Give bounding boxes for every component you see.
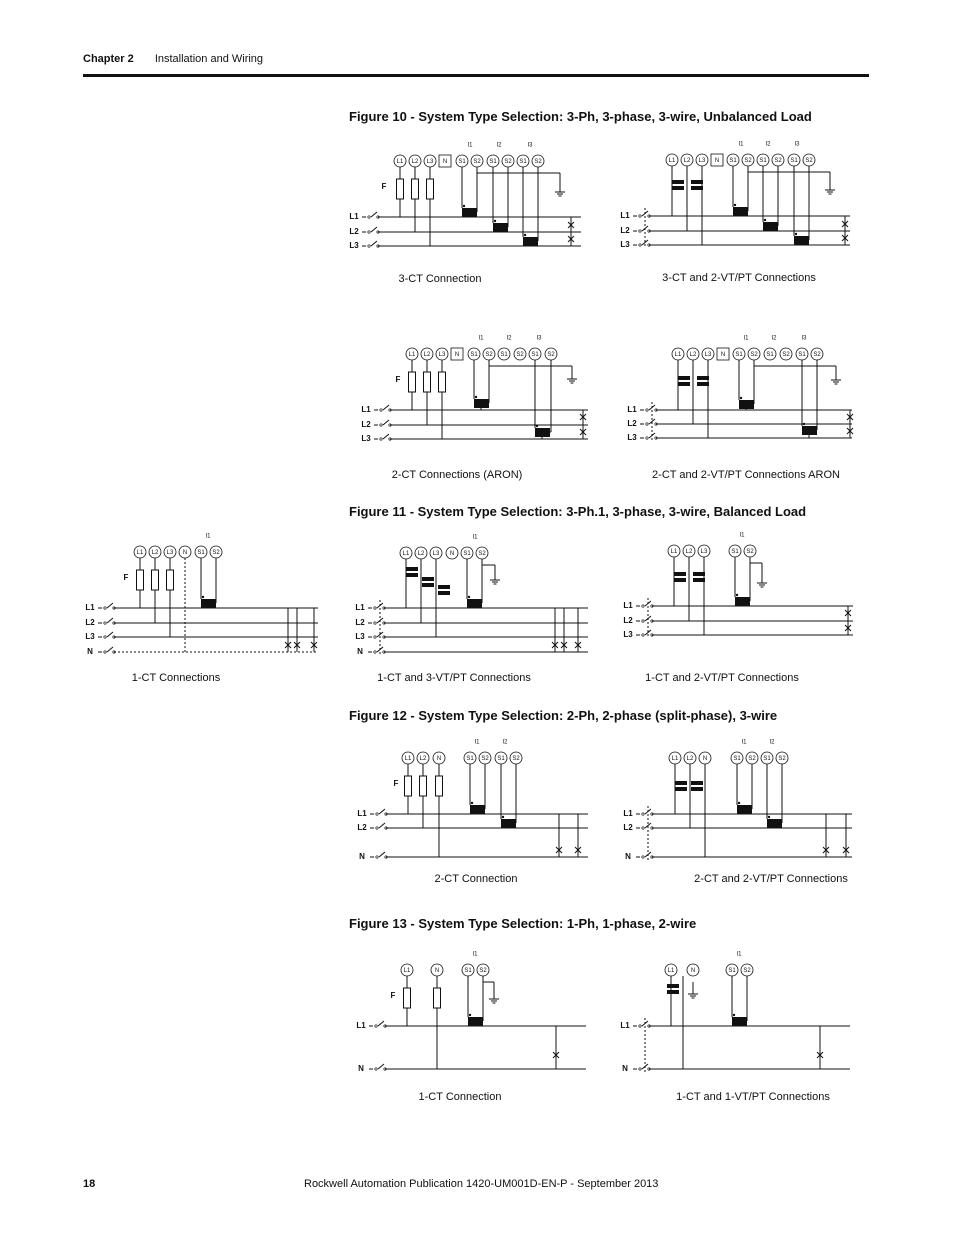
current-channel-label: I2 — [506, 335, 512, 342]
switch-contact — [639, 1068, 641, 1070]
terminal-label: L2 — [683, 158, 691, 165]
current-transformer — [735, 597, 750, 606]
switch-blade — [107, 647, 113, 652]
switch-contact — [374, 636, 376, 638]
terminal-label: L1 — [668, 158, 676, 165]
switch-contact — [380, 424, 382, 426]
switch-contact — [374, 622, 376, 624]
terminal-label: S2 — [512, 756, 520, 763]
bus-label: L2 — [623, 616, 633, 626]
terminal-label: S2 — [516, 352, 524, 359]
switch-contact — [104, 651, 106, 653]
bus-label: L1 — [357, 809, 367, 819]
terminal-label: L2 — [417, 551, 425, 558]
bus-label: L2 — [355, 618, 365, 628]
bus-label: N — [357, 647, 363, 657]
polarity-dot — [468, 596, 470, 598]
fuse-label: F — [390, 991, 396, 1001]
terminal-label: L2 — [685, 549, 693, 556]
voltage-transformer — [422, 577, 434, 581]
terminal-label: L3 — [704, 352, 712, 359]
current-channel-label: I3 — [794, 141, 800, 148]
switch-contact — [374, 607, 376, 609]
switch-contact — [642, 827, 644, 829]
terminal-label: L2 — [689, 352, 697, 359]
terminal-label: N — [702, 756, 708, 763]
terminal-label: L2 — [423, 352, 431, 359]
wiring-diagram-1ct-single-phase — [353, 951, 593, 1077]
fuse — [167, 570, 174, 590]
voltage-transformer — [691, 781, 703, 785]
voltage-transformer — [697, 376, 709, 380]
switch-contact — [642, 634, 644, 636]
switch-contact — [642, 605, 644, 607]
bus-label: N — [87, 647, 93, 657]
switch-contact — [104, 622, 106, 624]
current-channel-label: I1 — [472, 534, 478, 541]
terminal-label: L3 — [432, 551, 440, 558]
bus-label: L2 — [85, 618, 95, 628]
switch-blade — [107, 603, 113, 608]
bus-label: L2 — [627, 419, 637, 429]
polarity-dot — [494, 220, 496, 222]
fuse-label: F — [393, 779, 399, 789]
polarity-dot — [736, 594, 738, 596]
polarity-dot — [803, 423, 805, 425]
current-transformer — [523, 237, 538, 246]
chapter-label: Chapter 2 — [83, 53, 134, 65]
current-transformer — [535, 428, 550, 437]
switch-contact — [646, 409, 648, 411]
terminal-label: S1 — [798, 352, 806, 359]
switch-contact — [380, 438, 382, 440]
switch-contact — [368, 216, 370, 218]
terminal-label: L1 — [402, 551, 410, 558]
fuse-label: F — [123, 573, 129, 583]
bus-label: L1 — [355, 603, 365, 613]
polarity-dot — [524, 234, 526, 236]
current-transformer — [467, 599, 482, 608]
switch-blade — [378, 1064, 384, 1069]
terminal-label: S2 — [478, 551, 486, 558]
fuse — [404, 988, 411, 1008]
bus-label: L3 — [361, 434, 371, 444]
terminal-label: S1 — [759, 158, 767, 165]
terminal-label: S2 — [743, 968, 751, 975]
switch-contact — [639, 215, 641, 217]
current-transformer — [794, 236, 809, 245]
terminal-label: S1 — [458, 159, 466, 166]
switch-contact — [639, 230, 641, 232]
current-transformer — [767, 819, 782, 828]
bus-label: N — [625, 852, 631, 862]
fuse — [436, 776, 443, 796]
terminal-label: S2 — [805, 158, 813, 165]
fuse — [409, 372, 416, 392]
voltage-transformer — [691, 787, 703, 791]
terminal-label: S2 — [778, 756, 786, 763]
current-channel-label: I1 — [478, 335, 484, 342]
fuse — [412, 179, 419, 199]
caption-3ct: 3-CT Connection — [398, 273, 482, 285]
terminal-label: N — [449, 551, 455, 558]
running-header — [83, 53, 263, 65]
terminal-label: S1 — [500, 352, 508, 359]
voltage-transformer — [406, 573, 418, 577]
bus-label: N — [358, 1064, 364, 1074]
current-channel-label: I1 — [739, 532, 745, 539]
terminal-label: S1 — [463, 551, 471, 558]
switch-contact — [374, 651, 376, 653]
terminal-label: S2 — [782, 352, 790, 359]
voltage-transformer — [678, 382, 690, 386]
switch-blade — [379, 823, 385, 828]
bus-label: L3 — [623, 630, 633, 640]
fuse — [427, 179, 434, 199]
caption-3ct-2vt: 3-CT and 2-VT/PT Connections — [662, 272, 816, 284]
voltage-transformer — [672, 180, 684, 184]
polarity-dot — [502, 816, 504, 818]
terminal-label: L1 — [404, 756, 412, 763]
current-channel-label: I2 — [502, 739, 508, 746]
terminal-label: L1 — [408, 352, 416, 359]
caption-2ct-2vt-split: 2-CT and 2-VT/PT Connections — [694, 873, 848, 885]
terminal-label: S1 — [464, 968, 472, 975]
voltage-transformer — [674, 578, 686, 582]
voltage-transformer — [691, 186, 703, 190]
caption-1ct-1vt-single: 1-CT and 1-VT/PT Connections — [676, 1091, 830, 1103]
terminal-label: N — [454, 352, 460, 359]
bus-label: L3 — [627, 433, 637, 443]
bus-label: L1 — [620, 1021, 630, 1031]
switch-contact — [368, 231, 370, 233]
current-channel-label: I1 — [741, 739, 747, 746]
current-transformer — [763, 222, 778, 231]
terminal-label: S1 — [790, 158, 798, 165]
terminal-label: S1 — [729, 158, 737, 165]
switch-contact — [375, 1025, 377, 1027]
header-rule — [83, 74, 869, 77]
terminal-label: L1 — [670, 549, 678, 556]
wiring-diagram-1ct-1vt-single-phase — [617, 951, 857, 1077]
caption-1ct-3vt: 1-CT and 3-VT/PT Connections — [377, 672, 531, 684]
terminal-label: S1 — [489, 159, 497, 166]
terminal-label: S2 — [534, 159, 542, 166]
terminal-label: L3 — [166, 550, 174, 557]
switch-contact — [639, 244, 641, 246]
current-transformer — [493, 223, 508, 232]
voltage-transformer — [438, 585, 450, 589]
polarity-dot — [463, 205, 465, 207]
current-transformer — [474, 399, 489, 408]
terminal-label: N — [714, 158, 720, 165]
current-channel-label: I1 — [736, 951, 742, 958]
terminal-label: N — [434, 968, 440, 975]
caption-2ct-split: 2-CT Connection — [434, 873, 518, 885]
bus-label: L1 — [623, 601, 633, 611]
figure-11-title: Figure 11 - System Type Selection: 3-Ph.1, 3-phase, 3-wire, Balanced Load — [349, 504, 807, 519]
current-channel-label: I2 — [771, 335, 777, 342]
switch-contact — [375, 1068, 377, 1070]
switch-contact — [646, 423, 648, 425]
switch-contact — [368, 245, 370, 247]
voltage-transformer — [406, 567, 418, 571]
terminal-label: S2 — [744, 158, 752, 165]
current-transformer — [468, 1017, 483, 1026]
voltage-transformer — [678, 376, 690, 380]
terminal-label: S2 — [481, 756, 489, 763]
current-transformer — [802, 426, 817, 435]
polarity-dot — [202, 596, 204, 598]
switch-contact — [104, 607, 106, 609]
switch-contact — [639, 1025, 641, 1027]
bus-label: L1 — [627, 405, 637, 415]
fuse — [405, 776, 412, 796]
fuse — [397, 179, 404, 199]
switch-blade — [383, 405, 389, 410]
polarity-dot — [764, 219, 766, 221]
terminal-label: L1 — [667, 968, 675, 975]
current-transformer — [201, 599, 216, 608]
polarity-dot — [740, 397, 742, 399]
wiring-diagram-2ct-aron — [358, 336, 598, 446]
figure-10-title: Figure 10 - System Type Selection: 3-Ph, 3-phase, 3-wire, Unbalanced Load — [349, 109, 812, 124]
switch-contact — [380, 409, 382, 411]
switch-contact — [642, 813, 644, 815]
bus-label: L3 — [355, 632, 365, 642]
voltage-transformer — [697, 382, 709, 386]
fuse — [137, 570, 144, 590]
figure-12-title: Figure 12 - System Type Selection: 2-Ph, 2-phase (split-phase), 3-wire — [349, 708, 778, 723]
terminal-label: S1 — [731, 549, 739, 556]
caption-2ct-2vt-aron: 2-CT and 2-VT/PT Connections ARON — [652, 469, 840, 481]
fuse — [434, 988, 441, 1008]
terminal-label: S1 — [470, 352, 478, 359]
voltage-transformer — [691, 180, 703, 184]
terminal-label: L1 — [396, 159, 404, 166]
polarity-dot — [733, 1014, 735, 1016]
terminal-label: S2 — [547, 352, 555, 359]
terminal-label: L3 — [698, 158, 706, 165]
current-channel-label: I3 — [536, 335, 542, 342]
terminal-label: S2 — [485, 352, 493, 359]
terminal-label: S1 — [735, 352, 743, 359]
bus-label: L1 — [623, 809, 633, 819]
terminal-label: S2 — [212, 550, 220, 557]
terminal-label: L2 — [411, 159, 419, 166]
current-transformer — [501, 819, 516, 828]
polarity-dot — [469, 1014, 471, 1016]
bus-label: L2 — [361, 420, 371, 430]
polarity-dot — [795, 233, 797, 235]
bus-label: L3 — [349, 241, 359, 251]
bus-label: L1 — [85, 603, 95, 613]
voltage-transformer — [422, 583, 434, 587]
terminal-label: L1 — [136, 550, 144, 557]
switch-blade — [107, 632, 113, 637]
current-channel-label: I1 — [205, 533, 211, 540]
bus-label: L1 — [349, 212, 359, 222]
fuse — [424, 372, 431, 392]
current-channel-label: I2 — [496, 142, 502, 149]
terminal-label: S1 — [531, 352, 539, 359]
terminal-label: L2 — [151, 550, 159, 557]
bus-label: L2 — [620, 226, 630, 236]
caption-2ct-aron: 2-CT Connections (ARON) — [391, 469, 523, 481]
voltage-transformer — [667, 990, 679, 994]
terminal-label: L3 — [700, 549, 708, 556]
fuse-label: F — [381, 182, 387, 192]
current-channel-label: I1 — [467, 142, 473, 149]
current-channel-label: I3 — [527, 142, 533, 149]
switch-contact — [104, 636, 106, 638]
terminal-label: N — [720, 352, 726, 359]
page-number: 18 — [83, 1178, 96, 1190]
voltage-transformer — [693, 578, 705, 582]
terminal-label: S1 — [733, 756, 741, 763]
wiring-diagram-1ct-3vt — [352, 534, 592, 660]
current-transformer — [462, 208, 477, 217]
current-transformer — [737, 805, 752, 814]
voltage-transformer — [672, 186, 684, 190]
terminal-label: S1 — [766, 352, 774, 359]
current-channel-label: I2 — [769, 739, 775, 746]
wiring-diagram-1ct-balanced — [82, 533, 322, 660]
current-transformer — [732, 1017, 747, 1026]
wiring-diagram-3ct-connection — [346, 142, 586, 260]
terminal-label: S2 — [746, 549, 754, 556]
wiring-diagram-2ct-2vt-aron — [624, 336, 864, 446]
switch-blade — [371, 212, 377, 217]
bus-label: N — [622, 1064, 628, 1074]
bus-label: N — [359, 852, 365, 862]
bus-label: L2 — [349, 227, 359, 237]
voltage-transformer — [693, 572, 705, 576]
terminal-label: S2 — [479, 968, 487, 975]
voltage-transformer — [675, 781, 687, 785]
current-channel-label: I1 — [472, 951, 478, 958]
polarity-dot — [471, 802, 473, 804]
fuse — [420, 776, 427, 796]
bus-label: L2 — [357, 823, 367, 833]
switch-blade — [379, 809, 385, 814]
polarity-dot — [768, 816, 770, 818]
current-channel-label: I3 — [801, 335, 807, 342]
switch-blade — [371, 227, 377, 232]
polarity-dot — [536, 425, 538, 427]
switch-blade — [378, 1021, 384, 1026]
polarity-dot — [475, 396, 477, 398]
caption-1ct-single: 1-CT Connection — [418, 1091, 502, 1103]
switch-blade — [383, 420, 389, 425]
switch-contact — [646, 437, 648, 439]
terminal-label: N — [442, 159, 448, 166]
switch-blade — [107, 618, 113, 623]
wiring-diagram-2ct-2vt-split-phase — [620, 739, 860, 866]
bus-label: L1 — [361, 405, 371, 415]
terminal-label: S2 — [473, 159, 481, 166]
terminal-label: L3 — [438, 352, 446, 359]
terminal-label: S1 — [763, 756, 771, 763]
switch-contact — [376, 827, 378, 829]
wiring-diagram-3ct-2vt — [617, 141, 857, 260]
terminal-label: L2 — [419, 756, 427, 763]
voltage-transformer — [675, 787, 687, 791]
switch-contact — [642, 856, 644, 858]
terminal-label: N — [436, 756, 442, 763]
current-transformer — [470, 805, 485, 814]
polarity-dot — [738, 802, 740, 804]
bus-label: L3 — [85, 632, 95, 642]
current-channel-label: I1 — [743, 335, 749, 342]
terminal-label: S1 — [728, 968, 736, 975]
current-channel-label: I1 — [474, 739, 480, 746]
terminal-label: S2 — [750, 352, 758, 359]
terminal-label: L1 — [671, 756, 679, 763]
figure-13-title: Figure 13 - System Type Selection: 1-Ph, 1-phase, 2-wire — [349, 916, 697, 931]
polarity-dot — [734, 204, 736, 206]
wiring-diagram-2ct-split-phase — [354, 739, 594, 866]
switch-blade — [371, 241, 377, 246]
caption-1ct-2vt: 1-CT and 2-VT/PT Connections — [645, 672, 799, 684]
fuse — [152, 570, 159, 590]
terminal-label: N — [690, 968, 696, 975]
bus-label: L1 — [620, 211, 630, 221]
bus-label: L1 — [356, 1021, 366, 1031]
current-channel-label: I1 — [738, 141, 744, 148]
terminal-label: L3 — [426, 159, 434, 166]
terminal-label: S1 — [519, 159, 527, 166]
terminal-label: S2 — [504, 159, 512, 166]
wiring-diagram-1ct-2vt — [620, 532, 860, 643]
voltage-transformer — [667, 984, 679, 988]
current-channel-label: I2 — [765, 141, 771, 148]
current-transformer — [739, 400, 754, 409]
section-label: Installation and Wiring — [154, 53, 264, 65]
caption-1ct: 1-CT Connections — [131, 672, 221, 684]
terminal-label: L1 — [403, 968, 411, 975]
terminal-label: S2 — [748, 756, 756, 763]
publication-footer: Rockwell Automation Publication 1420-UM001D-EN-P - September 2013 — [304, 1178, 659, 1190]
current-transformer — [733, 207, 748, 216]
switch-blade — [383, 434, 389, 439]
voltage-transformer — [438, 591, 450, 595]
switch-contact — [376, 856, 378, 858]
fuse — [439, 372, 446, 392]
fuse-label: F — [395, 375, 401, 385]
terminal-label: S2 — [813, 352, 821, 359]
terminal-label: S2 — [774, 158, 782, 165]
voltage-transformer — [674, 572, 686, 576]
terminal-label: S1 — [197, 550, 205, 557]
terminal-label: S1 — [497, 756, 505, 763]
switch-blade — [379, 852, 385, 857]
terminal-label: S1 — [466, 756, 474, 763]
bus-label: L2 — [623, 823, 633, 833]
switch-contact — [376, 813, 378, 815]
bus-label: L3 — [620, 240, 630, 250]
terminal-label: L1 — [674, 352, 682, 359]
switch-contact — [642, 620, 644, 622]
terminal-label: N — [182, 550, 188, 557]
terminal-label: L2 — [686, 756, 694, 763]
